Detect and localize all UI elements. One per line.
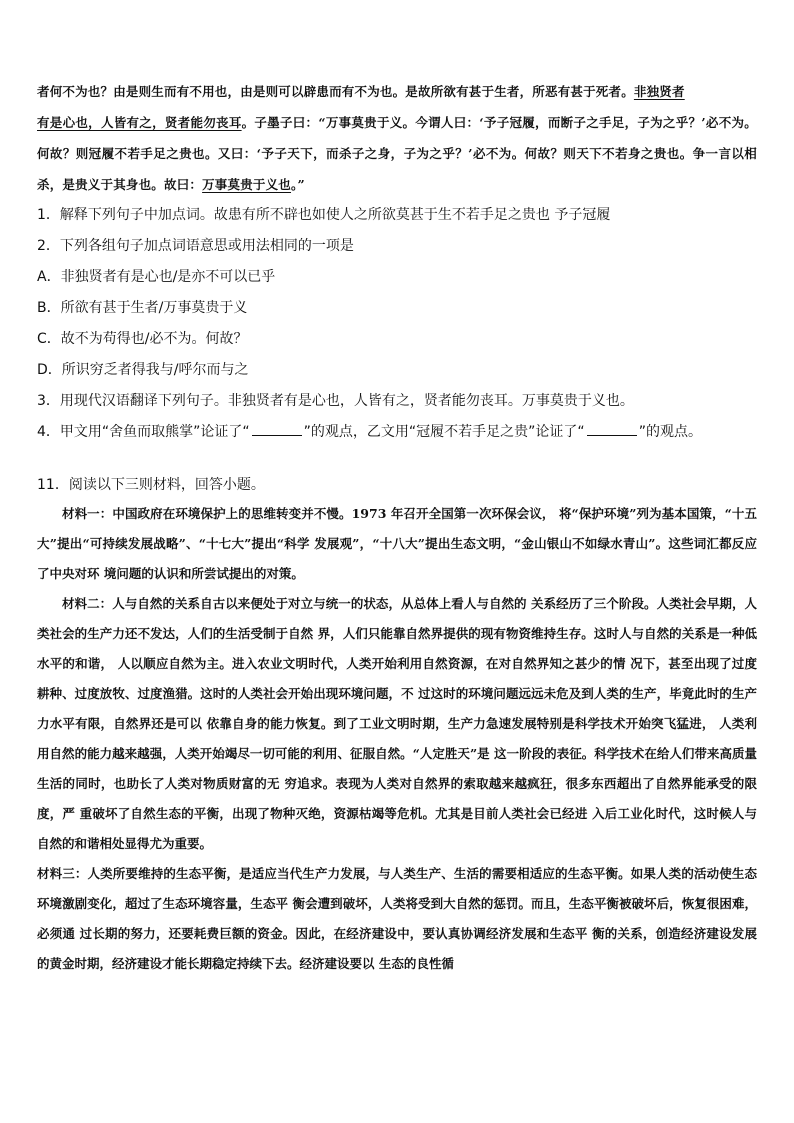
answer-blank-2[interactable] (587, 421, 637, 436)
question-4 (37, 417, 757, 448)
material-3: 材料三：人类所要维持的生态平衡，是适应当代生产力发展，与人类生产、生活的需要相适应的生态平衡。如果人类的活动使生态环境激剧变化，超过了生态环境容量，生态平 衡会遭到破坏，人类将受到大自然的惩罚。而且，生态平衡被破坏后，恢复很困难，必须通 过长期的努力，还要耗费巨额的资金。因此，在经济建设中，要认真协调经济发展和生态平 衡的关系，创造经济建设发展的黄金时期，经济建设才能长期稳定持续下去。经济建设要以 生态的良性循 (37, 866, 757, 971)
option-d: D．所识穷乏者得我与/呼尔而与之 (37, 362, 249, 378)
q4-mid: ”的观点，乙文用“冠履不若手足之贵”论证了“ (303, 424, 585, 440)
question-1: 1．解释下列句子中加点词。故患有所不辟也如使人之所欲莫甚于生不若手足之贵也 予子冠履 (37, 207, 611, 223)
document-page (37, 76, 757, 979)
passage-end: 。” (291, 177, 305, 192)
passage-line1: 者何不为也？由是则生而有不用也，由是则可以辟患而有不为也。是故所欲有甚于生者，所恶有甚于死者。 (37, 84, 634, 99)
material-2: 材料二：人与自然的关系自古以来便处于对立与统一的状态，从总体上看人与自然的 关系经历了三个阶段。人类社会早期，人类社会的生产力还不发达，人们的生活受制于自然 界，人们只能靠自然界提供的现有物资维持生存。这时人与自然的关系是一种低水平的和谐， 人以顺应自然为主。进入农业文明时代，人类开始利用自然资源，在对自然界知之甚少的情 况下，甚至出现了过度耕种、过度放牧、过度渔猎。这时的人类社会开始出现环境问题，不 过这时的环境问题远远未危及到人类的生产，毕竟此时的生产力水平有限，自然界还是可以 依靠自身的能力恢复。到了工业文明时期，生产力急速发展特别是科学技术开始突飞猛进， 人类利用自然的能力越来越强，人类开始竭尽一切可能的利用、征服自然。“人定胜天”是 这一阶段的表征。科学技术在给人们带来高质量生活的同时，也助长了人类对物质财富的无 穷追求。表现为人类对自然界的索取越来越疯狂，很多东西超出了自然界能承受的限度，严 重破坏了自然生态的平衡，出现了物种灭绝，资源枯竭等危机。尤其是目前人类社会已经进 入后工业化时代，这时候人与自然的和谐相处显得尤为重要。 (37, 596, 757, 851)
q4-suffix: ”的观点。 (638, 424, 702, 440)
passage-rest: 。子墨子曰：“万事莫贵于义。今谓人曰：‘予子冠履，而断子之手足，子为之乎？’必不为。何故？则冠履不若手足之贵也。又曰：‘予子天下，而杀子之身，子为之乎？’必不为。何故？则天下不若身之贵也。争一言以相杀，是贵义于其身也。故曰： (37, 115, 758, 192)
question-3: 3．用现代汉语翻译下列句子。非独贤者有是心也，人皆有之，贤者能勿丧耳。万事莫贵于义也。 (37, 393, 634, 409)
q4-prefix: 4．甲文用“舍鱼而取熊掌”论证了“ (37, 424, 250, 440)
option-a: A．非独贤者有是心也/是亦不可以已乎 (37, 269, 276, 285)
option-c: C．故不为苟得也/必不为。何故？ (37, 331, 248, 347)
underlined-sentence-part1: 非独贤者 (633, 84, 685, 99)
underlined-sentence-part2: 有是心也，人皆有之，贤者能勿丧耳 (37, 115, 242, 130)
classical-passage (37, 76, 757, 200)
option-b: B．所欲有甚于生者/万事莫贵于义 (37, 300, 248, 316)
underlined-sentence-3: 万事莫贵于义也 (202, 177, 292, 192)
answer-blank-1[interactable] (252, 421, 302, 436)
question-11-title: 11．阅读以下三则材料，回答小题。 (37, 477, 265, 493)
material-1: 材料一：中国政府在环境保护上的思维转变并不慢。1973 年召开全国第一次环保会议， 将“保护环境”列为基本国策，“十五大”提出“可持续发展战略”、“十七大”提出“科学 发展观”，“十八大”提出生态文明，“金山银山不如绿水青山”。这些词汇都反应了中央对环 境问题的认识和所尝试提出的对策。 (37, 506, 757, 581)
question-2: 2．下列各组句子加点词语意思或用法相同的一项是 (37, 238, 354, 254)
